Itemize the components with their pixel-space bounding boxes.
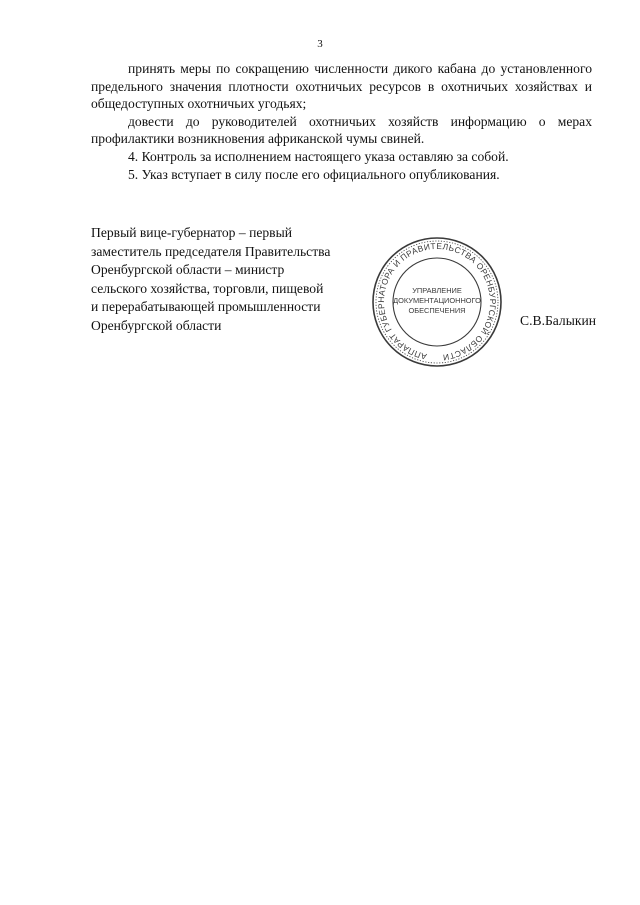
- paragraph: 4. Контроль за исполнением настоящего указа оставляю за собой.: [128, 148, 509, 164]
- stamp-inner-line: ОБЕСПЕЧЕНИЯ: [408, 306, 466, 315]
- stamp-inner-line: УПРАВЛЕНИЕ: [412, 286, 462, 295]
- signer-name: С.В.Балыкин: [520, 313, 596, 328]
- stamp-outer-text: АППАРАТ ГУБЕРНАТОРА И ПРАВИТЕЛЬСТВА ОРЕНБУРГСКОЙ ОБЛАСТИ: [375, 240, 499, 363]
- position-line: Оренбургской области – министр: [91, 262, 285, 278]
- position-line: Оренбургской области: [91, 317, 222, 333]
- page-number: 3: [317, 38, 323, 50]
- position-line: Первый вице-губернатор – первый: [91, 225, 292, 240]
- position-line: сельского хозяйства, торговли, пищевой: [91, 280, 324, 296]
- document-body: [91, 60, 592, 183]
- official-stamp: [370, 235, 504, 369]
- paragraph: 5. Указ вступает в силу после его официального опубликования.: [128, 166, 500, 182]
- position-line: заместитель председателя Правительства: [91, 243, 331, 259]
- position-line: и перерабатывающей промышленности: [91, 299, 321, 315]
- paragraph: принять меры по сокращению численности дикого кабана до установленного предельного значения плотности охотничьих ресурсов в охотничьих хозяйствах и общедоступных охотничьих угодьях;: [91, 61, 592, 112]
- stamp-seal: [370, 235, 504, 369]
- signatory-position: [91, 224, 381, 336]
- stamp-inner-line: ДОКУМЕНТАЦИОННОГО: [393, 296, 481, 305]
- paragraph: довести до руководителей охотничьих хозяйств информацию о мерах профилактики возникновения африканской чумы свиней.: [91, 113, 592, 147]
